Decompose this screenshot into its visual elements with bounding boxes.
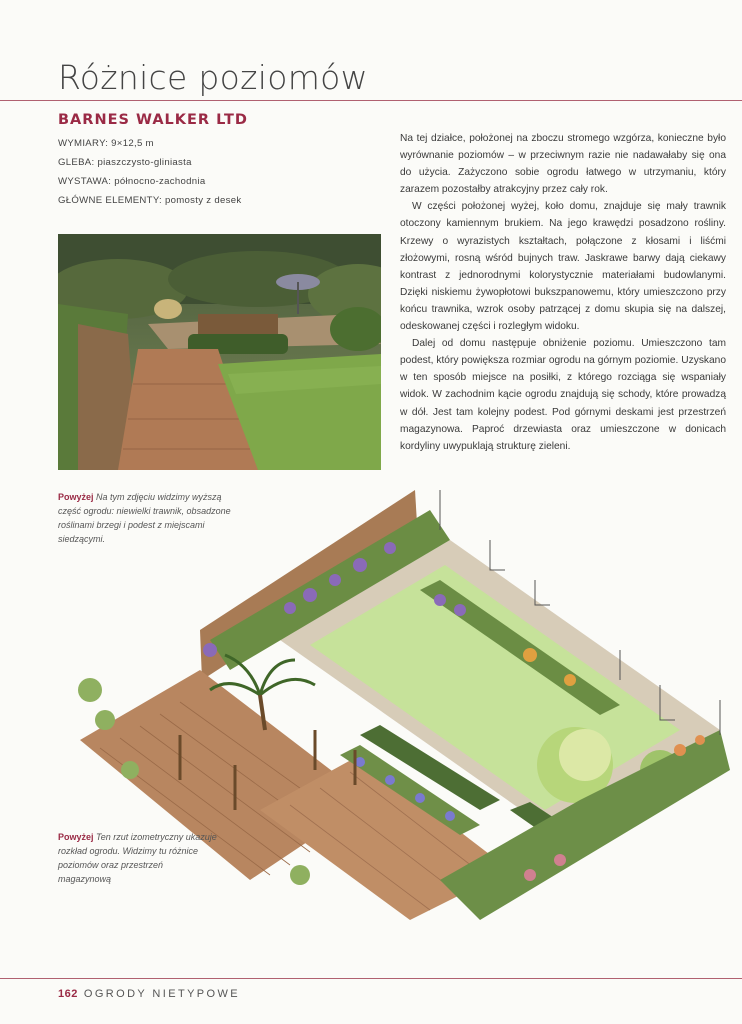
caption-lead: Powyżej [58, 492, 94, 502]
page-number: 162 [58, 988, 78, 1000]
spec-item [58, 134, 241, 153]
spec-label: GLEBA: [58, 157, 95, 168]
garden-photo [58, 234, 381, 470]
page-footer [58, 988, 240, 1000]
spec-item [58, 153, 241, 172]
paragraph: Dalej od domu następuje obniżenie poziomu. Umieszczono tam podest, który powiększa rozmiar ogrodu na górnym poziomie. Uzyskano w ten sposób miejsce na posiłki, z którego rozciąga się wspaniały widok. W zachodnim kącie ogrodu znajdują się schody, które prowadzą w dół. Jest tam kolejny podest. Pod górnymi deskami jest przestrzeń magazynowa. Paproć drzewiasta oraz umieszczone w donicach kordyliny uwypuklają strukturę zieleni. [400, 338, 726, 452]
spec-item [58, 172, 241, 191]
page-title: Różnice poziomów [58, 58, 368, 97]
spec-label: GŁÓWNE ELEMENTY: [58, 195, 162, 206]
spec-value: pomosty z desek [164, 195, 242, 206]
article-body [400, 130, 726, 455]
spec-value: piaszczysto-gliniasta [97, 157, 192, 168]
spec-item [58, 191, 241, 210]
title-divider [0, 100, 742, 101]
caption-lead: Powyżej [58, 832, 94, 842]
specs-list [58, 134, 241, 210]
section-title: OGRODY NIETYPOWE [83, 988, 241, 1000]
spec-value: 9×12,5 m [111, 138, 154, 149]
paragraph: Na tej działce, położonej na zboczu stromego wzgórza, konieczne było wyrównanie poziomów – w przeciwnym razie nie nadawałaby się ona do użycia. Zażyczono sobie ogrodu łatwego w utrzymaniu, który zarazem pozostałby atrakcyjny przez cały rok. [400, 133, 726, 196]
footer-divider [0, 978, 742, 979]
caption-text: Ten rzut izometryczny ukazuje rozkład ogrodu. Widzimy tu różnice poziomów oraz przestrzeń magazynową [58, 832, 217, 884]
illustration-caption [58, 830, 218, 886]
paragraph: W części położonej wyżej, koło domu, znajduje się mały trawnik otoczony kamiennym brukiem. Na jego krawędzi posadzono rośliny. Krzewy o wyrazistych kształtach, połączone z kłosami i liśćmi złożowymi, rosną wśród bujnych traw. Jaskrawe barwy dają ciekawy kontrast z jednorodnymi kolorystycznie materiałami budowlanymi. Dzięki niskiemu żywopłotowi bukszpanowemu, który umieszczono przy końcu trawnika, wzrok osoby patrzącej z domu skupia się na dalszej, odeskowanej części i rozległym widoku. [400, 201, 726, 333]
spec-label: WYSTAWA: [58, 176, 112, 187]
spec-label: WYMIARY: [58, 138, 109, 149]
spec-value: północno-zachodnia [114, 176, 206, 187]
company-name: BARNES WALKER LTD [58, 112, 248, 128]
caption-text: Na tym zdjęciu widzimy wyższą część ogrodu: niewielki trawnik, obsadzone roślinami brzegi i podest z miejscami siedzącymi. [58, 492, 231, 544]
